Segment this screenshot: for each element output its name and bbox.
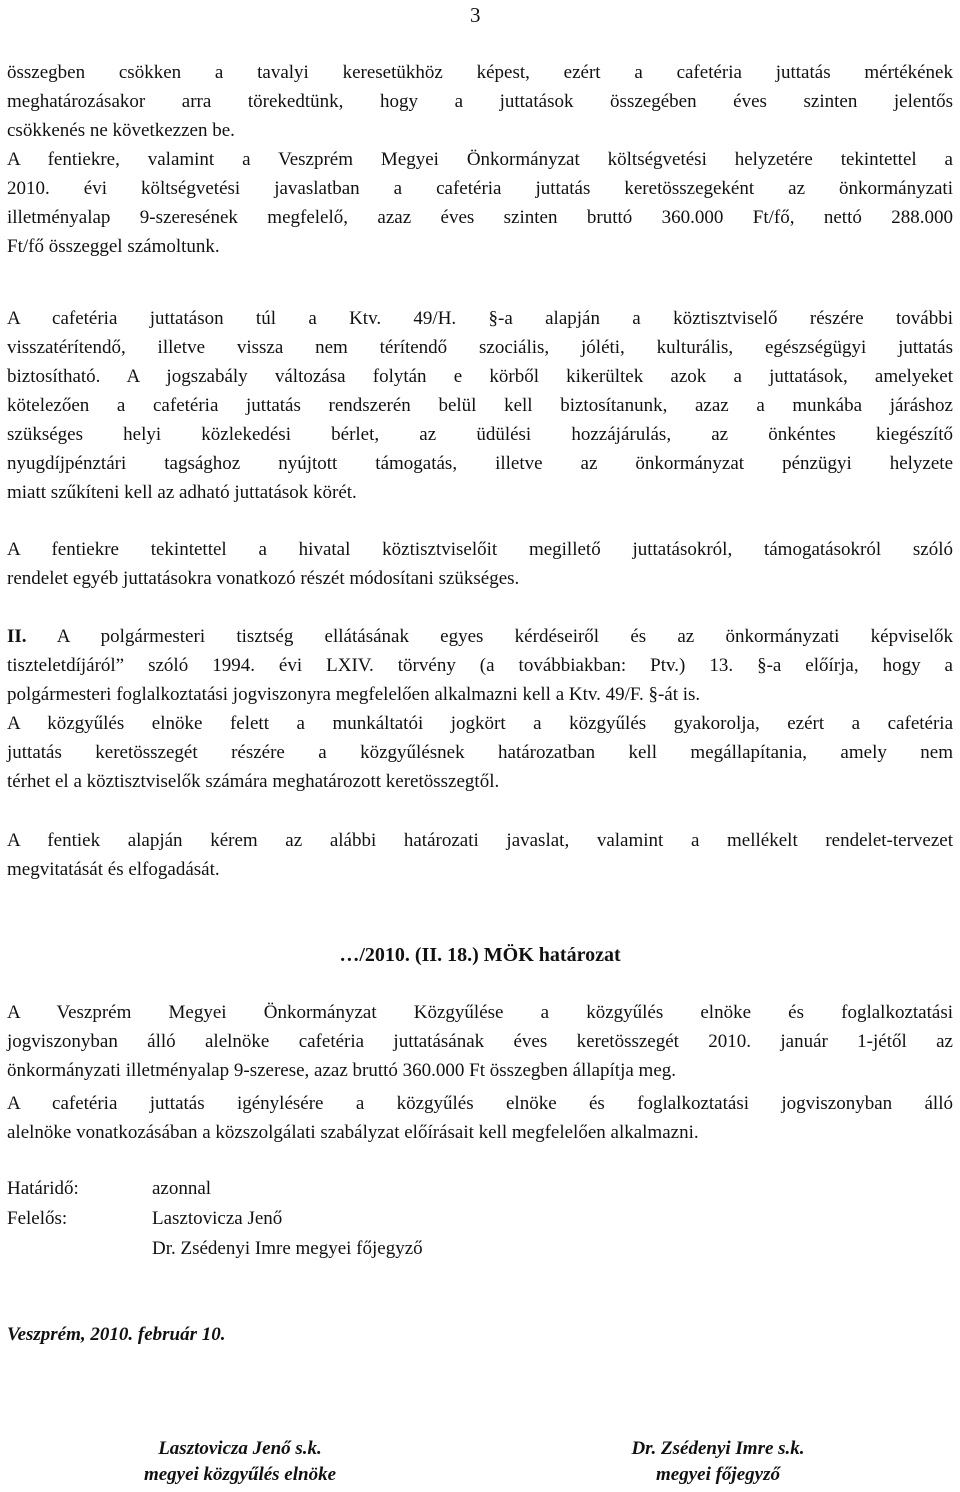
deadline-label: Határidő: [7,1178,79,1199]
signatory-title: megyei közgyűlés elnöke [143,1464,337,1485]
deadline-row [7,1174,423,1204]
deadline-value: azonnal [152,1178,212,1199]
resolution-heading: …/2010. (II. 18.) MÖK határozat [339,944,621,966]
text-line: A fentiekre, valamint a Veszprém Megyei Önkormányzat költségvetési helyzetére tekintettel a [7,149,953,170]
text-line: csökkenés ne következzen be. [7,120,235,141]
text-line: tiszteletdíjáról” szóló 1994. évi LXIV. törvény (a továbbiakban: Ptv.) 13. §-a előírja, hogy a [7,655,953,676]
section-number: II. [7,626,27,647]
text-line: jogviszonyban álló alelnöke cafetéria juttatásának éves keretösszegét 2010. január 1-jétől az [7,1031,953,1052]
responsible-value: Lasztovicza Jenő [152,1208,283,1229]
text-line: szükséges helyi közlekedési bérlet, az üdülési hozzájárulás, az önkéntes kiegészítő [7,424,953,445]
text-line: önkormányzati illetményalap 9-szerese, azaz bruttó 360.000 Ft összegben állapítja meg. [7,1060,676,1081]
responsible-row [7,1204,423,1234]
text-line: összegben csökken a tavalyi keresetükhöz képest, ezért a cafetéria juttatás mértékének [7,62,953,83]
paragraph-decree-modification [7,535,953,593]
text-line: illetményalap 9-szeresének megfelelő, azaz éves szinten bruttó 360.000 Ft/fő, nettó 288.000 [7,207,953,228]
text-line: megvitatását és elfogadását. [7,859,220,880]
text-line: meghatározásakor arra törekedtünk, hogy a juttatások összegében éves szinten jelentős [7,91,953,112]
resolution-paragraph-2 [7,1089,953,1147]
paragraph-section-ii [7,622,953,796]
paragraph-cafeteria-intro [7,58,953,261]
responsible-row-2 [7,1234,423,1264]
text-line: A közgyűlés elnöke felett a munkáltatói jogkört a közgyűlés gyakorolja, ezért a cafetéria [7,713,953,734]
text-line: Ft/fő összeggel számoltunk. [7,236,220,257]
text-line [7,622,953,651]
empty-label [7,1234,152,1264]
text-line: kötelezően a cafetéria juttatás rendszerén belül kell biztosítanunk, azaz a munkába járáshoz [7,395,953,416]
resolution-paragraph-1 [7,998,953,1085]
text-line: 2010. évi költségvetési javaslatban a cafetéria juttatás keretösszegeként az önkormányzati [7,178,953,199]
paragraph-request [7,826,953,884]
text-line: A fentiek alapján kérem az alábbi határozati javaslat, valamint a mellékelt rendelet-tervezet [7,830,953,851]
place-and-date: Veszprém, 2010. február 10. [7,1324,226,1345]
text-line: polgármesteri foglalkoztatási jogviszonyra megfelelően alkalmazni kell a Ktv. 49/F. §-át is. [7,684,701,705]
signature-right [568,1436,868,1488]
text-line: biztosítható. A jogszabály változása folytán e körből kikerültek azok a juttatások, amelyeket [7,366,953,387]
text-line: A cafetéria juttatáson túl a Ktv. 49/H. §-a alapján a köztisztviselő részére további [7,308,953,329]
text-line: nyugdíjpénztári tagsághoz nyújtott támogatás, illetve az önkormányzat pénzügyi helyzete [7,453,953,474]
text-line: visszatérítendő, illetve vissza nem térítendő szociális, jóléti, kulturális, egészségügyi juttatás [7,337,953,358]
text-line: rendelet egyéb juttatásokra vonatkozó részét módosítani szükséges. [7,568,520,589]
signature-left [90,1436,390,1488]
text-line: A fentiekre tekintettel a hivatal köztisztviselőit megillető juttatásokról, támogatásokról szóló [7,539,953,560]
text-line: alelnöke vonatkozásában a közszolgálati szabályzat előírásait kell megfelelően alkalmazni. [7,1122,699,1143]
text-line: A cafetéria juttatás igénylésére a közgyűlés elnöke és foglalkoztatási jogviszonyban álló [7,1093,953,1114]
signatory-name: Lasztovicza Jenő s.k. [158,1438,322,1459]
text-line: juttatás keretösszegét részére a közgyűlésnek határozatban kell megállapítania, amely nem [7,742,953,763]
page-number: 3 [470,3,481,27]
text-line: miatt szűkíteni kell az adható juttatások körét. [7,482,357,503]
text-fragment: A polgármesteri tisztség ellátásának egyes kérdéseiről és az önkormányzati képviselők [26,626,953,647]
resolution-meta [7,1174,423,1264]
text-line: térhet el a köztisztviselők számára meghatározott keretösszegtől. [7,771,500,792]
responsible-label: Felelős: [7,1208,68,1229]
paragraph-ktv-benefits [7,304,953,507]
signatory-title: megyei főjegyző [656,1464,780,1485]
signatory-name: Dr. Zsédenyi Imre s.k. [631,1438,805,1459]
text-line: A Veszprém Megyei Önkormányzat Közgyűlése a közgyűlés elnöke és foglalkoztatási [7,1002,953,1023]
responsible-value: Dr. Zsédenyi Imre megyei főjegyző [152,1238,423,1259]
